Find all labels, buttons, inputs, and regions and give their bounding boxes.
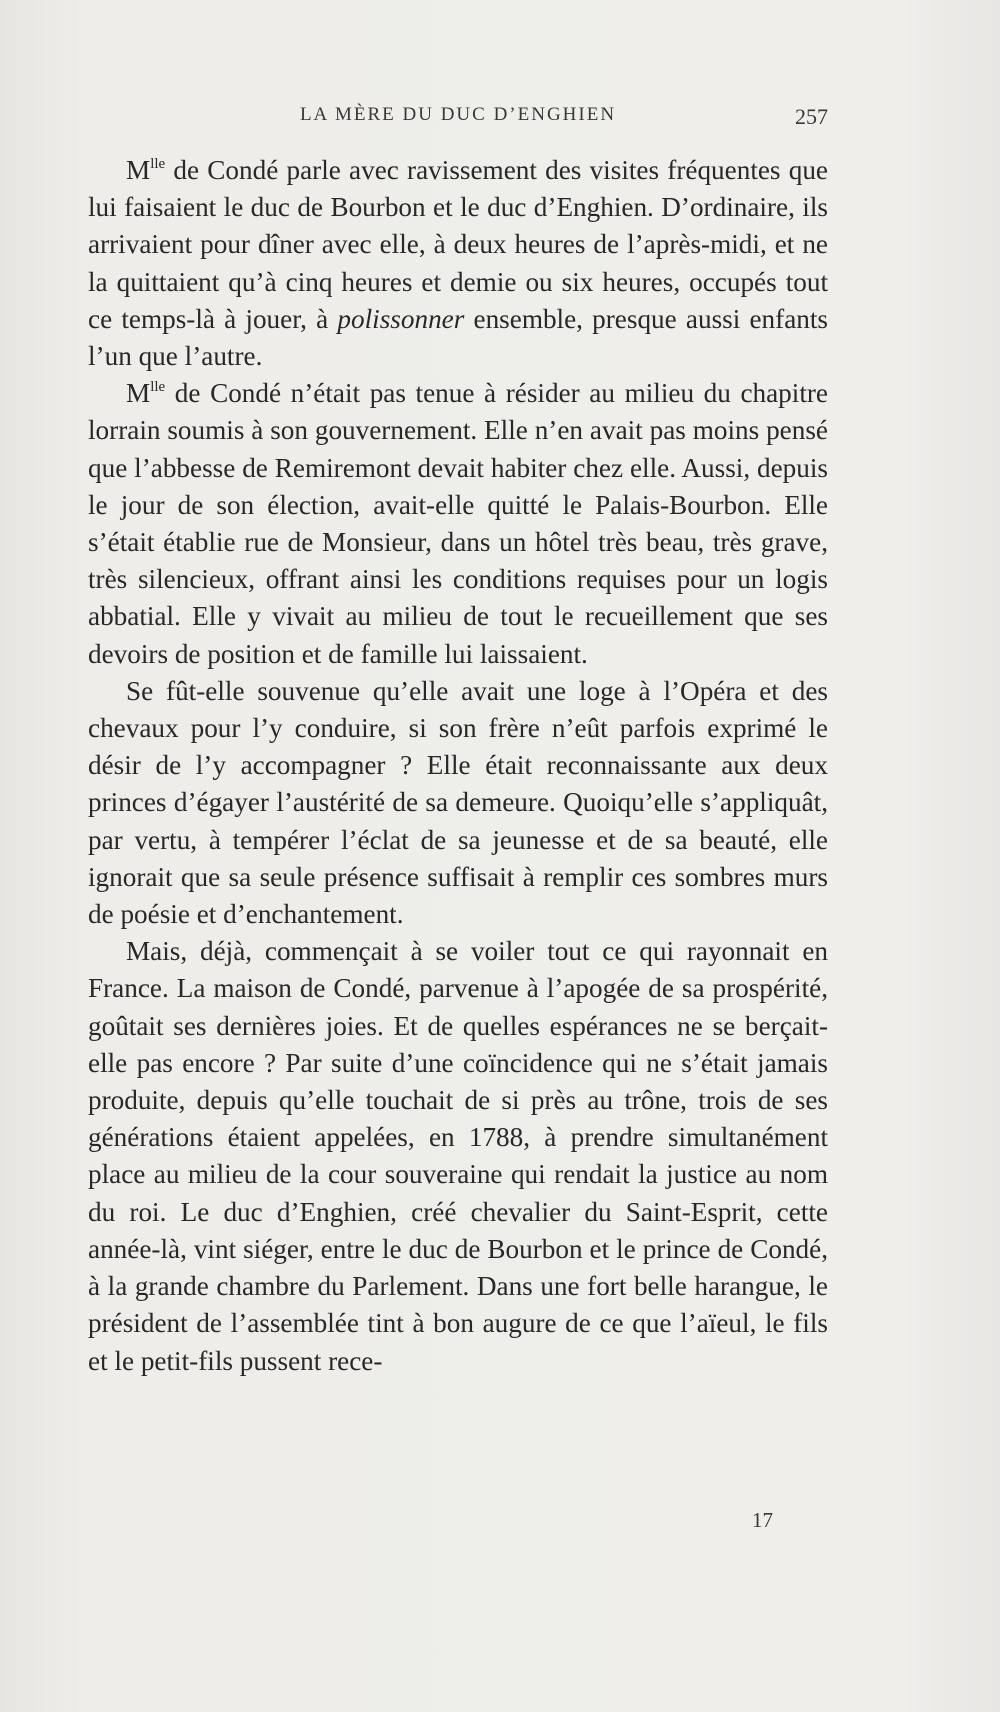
running-head — [88, 104, 828, 134]
paragraph-1-title: M — [126, 155, 151, 185]
paragraph-1 — [88, 152, 828, 375]
paragraph-2 — [88, 375, 828, 673]
paragraph-1-text-end: ensemble, presque aussi enfants l’un que l’autre. — [88, 303, 828, 372]
paragraph-2-text: de Condé n’était pas tenue à résider au milieu du chapitre lorrain soumis à son gouvernement. Elle n’en avait pas moins pensé que l’abbesse de Remiremont devait habiter chez elle. Aussi, depuis le jour de son élection, avait-elle quitté le Palais-Bourbon. Elle s’était établie rue de Monsieur, dans un hôtel très beau, très grave, très silencieux, offrant ainsi les conditions requises pour un logis abbatial. Elle y vivait au milieu de tout le recueillement que ses devoirs de position et de famille lui laissaient. — [88, 378, 828, 669]
paragraph-2-title-superscript: lle — [150, 379, 166, 396]
paragraph-2-title: M — [126, 378, 151, 409]
paragraph-4-text: Mais, déjà, commençait à se voiler tout ce qui rayonnait en France. La maison de Condé, parvenue à l’apogée de sa prospérité, goûtait ses dernières joies. Et de quelles espérances ne se berçait-elle pas encore ? Par suite d’une coïncidence qui ne s’était jamais produite, depuis qu’elle touchait de si près au trône, trois de ses générations étaient appelées, en 1788, à prendre simultanément place au milieu de la cour souveraine qui rendait la justice au nom du roi. Le duc d’Enghien, créé chevalier du Saint-Esprit, cette année-là, vint siéger, entre le duc de Bourbon et le prince de Condé, à la grande chambre du Parlement. Dans une fort belle harangue, le président de l’assemblée tint à bon augure de ce que l’aïeul, le fils et le petit-fils pussent rece- — [88, 936, 828, 1376]
paragraph-3 — [88, 673, 828, 933]
paragraph-1-italic-word: polissonner — [337, 303, 465, 334]
body-text — [88, 152, 828, 1380]
paragraph-3-text: Se fût-elle souvenue qu’elle avait une loge à l’Opéra et des chevaux pour l’y conduire, si son frère n’eût parfois exprimé le désir de l’y accompagner ? Elle était reconnaissante aux deux princes d’égayer l’austérité de sa demeure. Quoiqu’elle s’appliquât, par vertu, à tempérer l’éclat de sa jeunesse et de sa beauté, elle ignorait que sa seule présence suffisait à remplir ces sombres murs de poésie et d’enchantement. — [88, 675, 828, 930]
paragraph-4 — [88, 933, 828, 1379]
page-number: 257 — [795, 104, 828, 129]
signature-mark: 17 — [752, 1508, 773, 1532]
paragraph-1-title-superscript: lle — [150, 156, 166, 172]
paragraph-1-text-start: de Condé parle avec ravissement des visites fréquentes que lui faisaient le duc de Bourbon et le duc d’Enghien. D’ordinaire, ils arrivaient pour dîner avec elle, à deux heures de l’après-midi, et ne la quittaient qu’à cinq heures et demie ou six heures, occupés tout ce temps-là à jouer, à — [88, 155, 828, 334]
running-title: LA MÈRE DU DUC D’ENGHIEN — [299, 104, 617, 125]
